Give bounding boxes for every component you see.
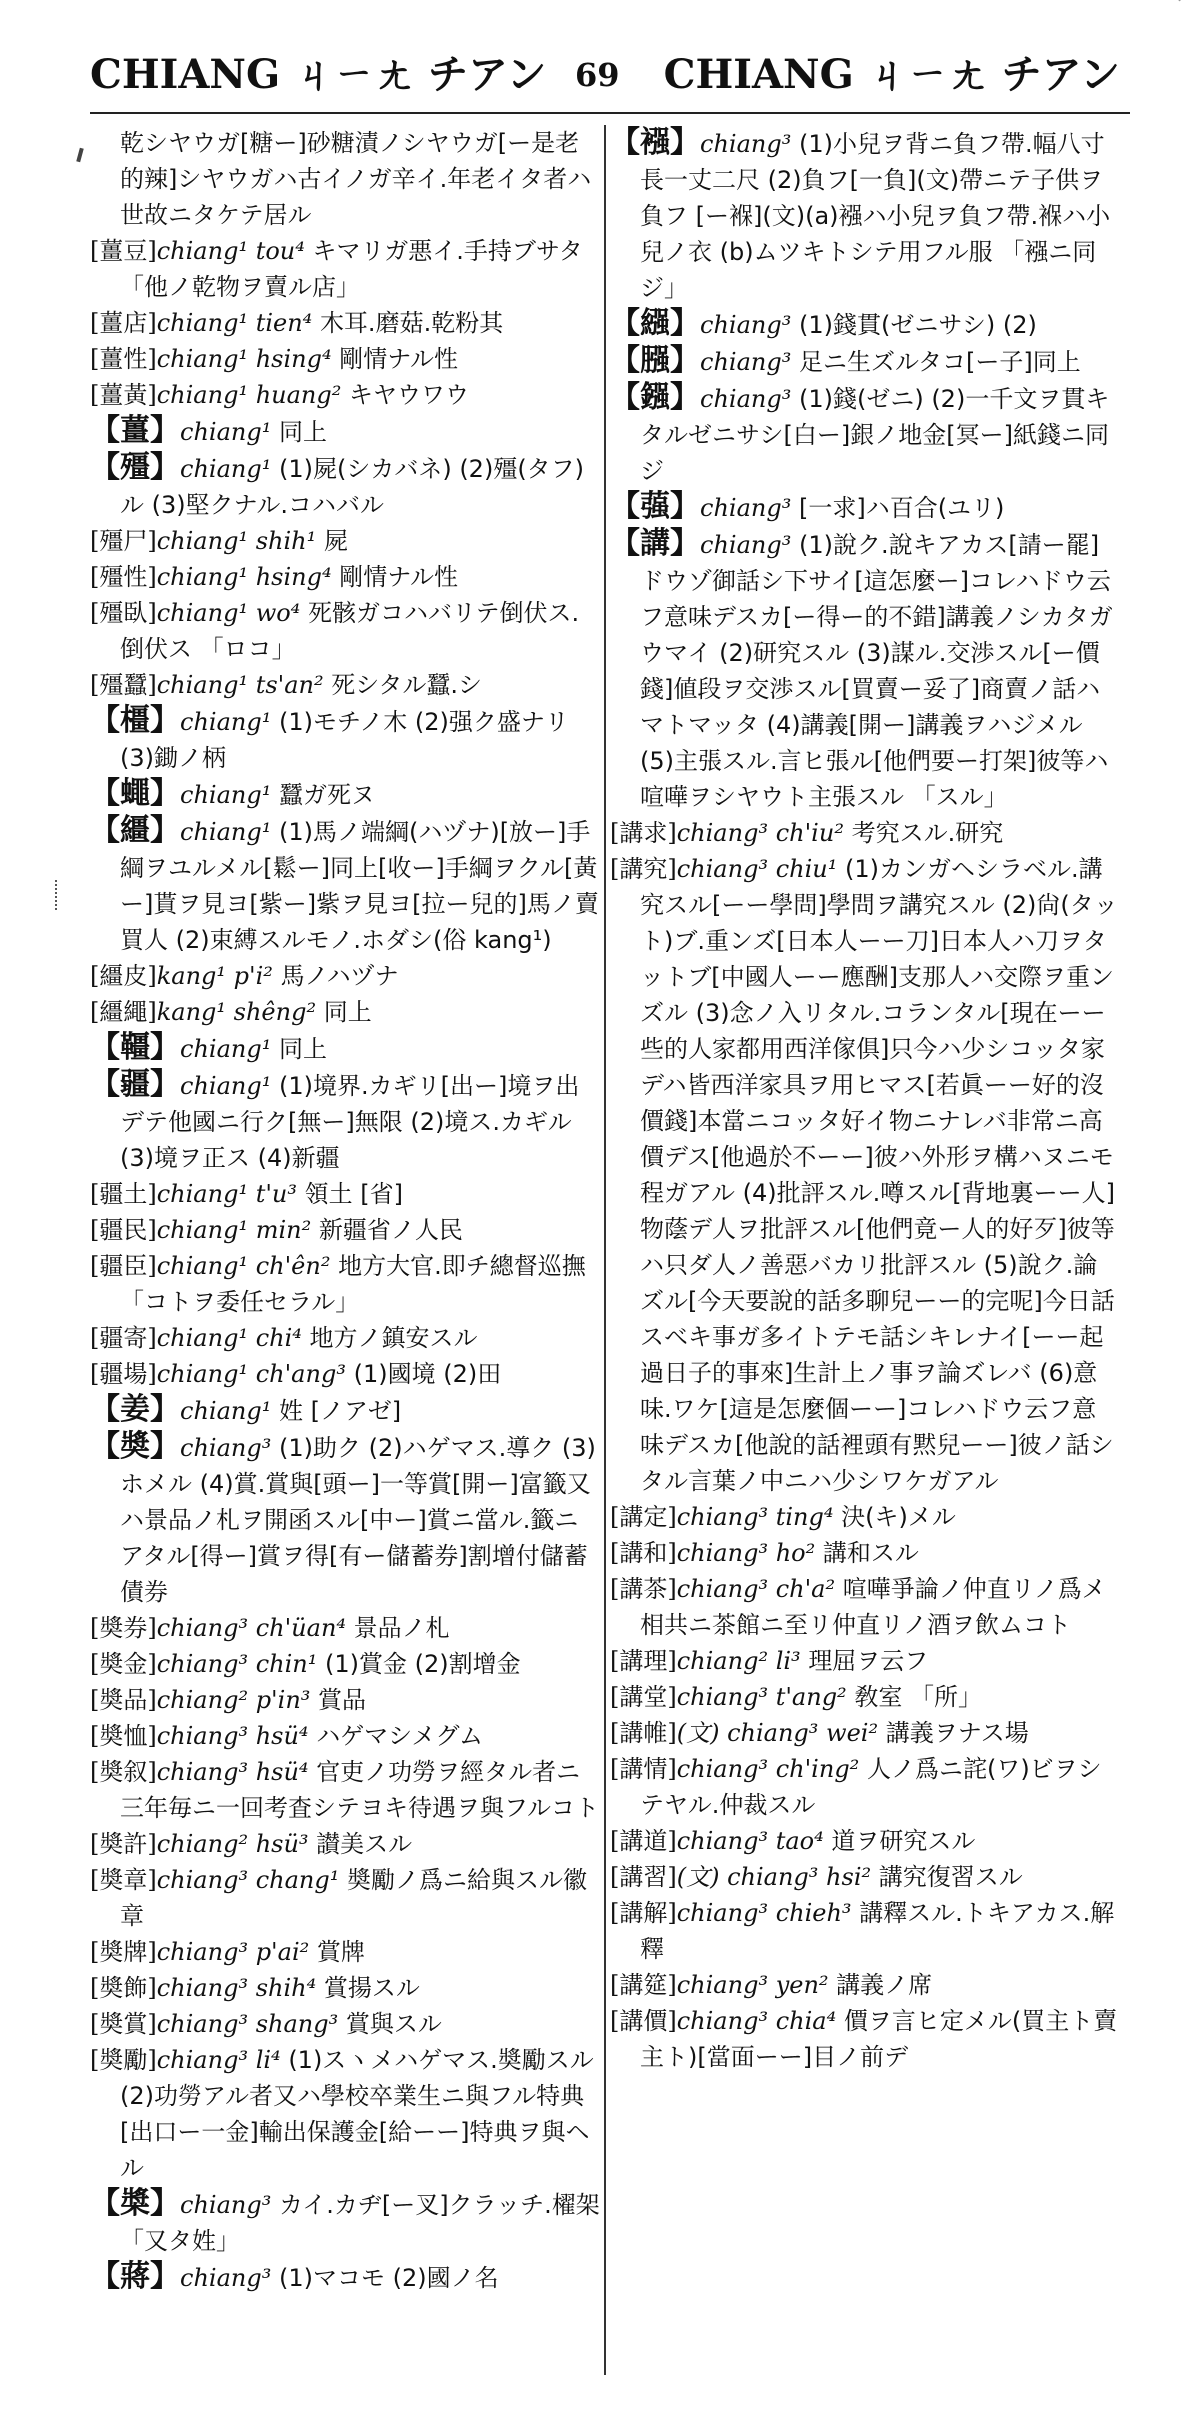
dictionary-entry — [90, 1212, 600, 1248]
entry-definition: 地方ノ鎮安スル — [309, 1324, 478, 1352]
dictionary-entry — [90, 1067, 600, 1176]
entry-romanization: chiang³ chang¹ — [156, 1866, 340, 1894]
entry-headword: [講帷] — [610, 1719, 677, 1747]
dictionary-entry — [610, 1643, 1120, 1679]
dictionary-entry — [90, 341, 600, 377]
entry-definition: 奬勵ノ爲ニ給與スル徽章 — [120, 1866, 587, 1930]
entry-definition: 賞牌 — [316, 1938, 365, 1966]
dictionary-entry — [90, 2186, 600, 2259]
entry-romanization: chiang¹ min² — [156, 1216, 312, 1244]
running-head-right: CHIANG ㄐㄧㄤ チアン — [663, 51, 1120, 98]
entry-headword: 【鏹】 — [610, 380, 700, 415]
entry-definition: 屍 — [323, 527, 348, 555]
dictionary-entry — [90, 125, 600, 233]
entry-definition: 講義ヲナス場 — [885, 1719, 1029, 1747]
entry-definition: 理屈ヲ云フ — [808, 1647, 929, 1675]
page-header — [60, 40, 1130, 110]
entry-definition: (1)國境 (2)田 — [353, 1360, 502, 1388]
entry-romanization: chiang¹ wo⁴ — [156, 599, 301, 627]
entry-definition: 同上 — [278, 1035, 327, 1063]
entry-headword: [薑黃] — [90, 381, 157, 409]
entry-headword: 【韁】 — [90, 1030, 180, 1065]
entry-definition: 剛情ナル性 — [339, 345, 459, 373]
dictionary-entry — [90, 595, 600, 667]
entry-definition: (1)錢(ゼニ) (2)一千文ヲ貫キタルゼニサシ[白ー]銀ノ地金[冥ー]紙錢ニ同ジ — [640, 385, 1110, 485]
entry-romanization: chiang¹ — [180, 1035, 272, 1063]
entry-headword: [奬叙] — [90, 1758, 157, 1786]
header-rule — [90, 112, 1130, 114]
dictionary-entry — [90, 559, 600, 595]
scan-speck — [55, 880, 65, 910]
entry-headword: [奬章] — [90, 1866, 157, 1894]
dictionary-entry — [610, 1895, 1120, 1967]
entry-romanization: chiang¹ chi⁴ — [156, 1324, 302, 1352]
entry-definition: 死シタル蠶.シ — [331, 671, 482, 699]
dictionary-entry — [610, 2003, 1120, 2075]
entry-romanization: chiang¹ ch'ên² — [156, 1252, 331, 1280]
entry-romanization: (文) chiang³ wei² — [676, 1719, 879, 1747]
entry-romanization: kang¹ p'i² — [156, 962, 273, 990]
entry-definition: 講究復習スル — [878, 1863, 1023, 1891]
entry-headword: [薑豆] — [90, 237, 157, 265]
entry-definition: (1)賞金 (2)割增金 — [324, 1650, 521, 1678]
entry-headword: 【襁】 — [610, 125, 700, 160]
entry-headword: [繮皮] — [90, 962, 157, 990]
dictionary-entry — [610, 380, 1120, 489]
dictionary-entry — [610, 1967, 1120, 2003]
dictionary-entry — [610, 489, 1120, 526]
entry-romanization: (文) chiang³ hsi² — [676, 1863, 872, 1891]
dictionary-entry — [90, 523, 600, 559]
entry-definition: 道ヲ研究スル — [831, 1827, 976, 1855]
dictionary-entry — [90, 450, 600, 523]
entry-headword: [疆民] — [90, 1216, 157, 1244]
dictionary-entry — [610, 1859, 1120, 1895]
entry-romanization: chiang¹ hsing⁴ — [156, 345, 332, 373]
dictionary-entry — [90, 958, 600, 994]
dictionary-entry — [90, 1429, 600, 1610]
dictionary-entry — [610, 1715, 1120, 1751]
entry-definition: (1)馬ノ端綱(ハヅナ)[放ー]手綱ヲユルメル[鬆ー]同上[收ー]手綱ヲクル[黃ー]貰ヲ見ヨ[紫ー]紫ヲ見ヨ[拉ー兒的]馬ノ賣買人 (2)束縛スルモノ.ホダシ(俗 kang¹) — [120, 818, 599, 954]
entry-headword: [奬金] — [90, 1650, 157, 1678]
entry-headword: [奬勵] — [90, 2046, 157, 2074]
entry-headword: [疆臣] — [90, 1252, 157, 1280]
entry-definition: 木耳.磨菇.乾粉其 — [319, 309, 504, 337]
entry-headword: [殭性] — [90, 563, 157, 591]
entry-headword: [奬品] — [90, 1686, 157, 1714]
entry-headword: [講理] — [610, 1647, 677, 1675]
dictionary-entry — [90, 667, 600, 703]
entry-headword: 【殭】 — [90, 450, 180, 485]
entry-definition: 價ヲ言ヒ定メル(買主ト賣主ト)[當面ーー]目ノ前デ — [640, 2007, 1118, 2071]
entry-headword: 【蔣】 — [90, 2259, 180, 2294]
entry-headword: 【姜】 — [90, 1392, 180, 1427]
entry-romanization: chiang³ li⁴ — [156, 2046, 281, 2074]
dictionary-entry — [90, 1718, 600, 1754]
entry-definition: (1)マコモ (2)國ノ名 — [278, 2264, 499, 2292]
dictionary-entry — [610, 1499, 1120, 1535]
entry-romanization: chiang¹ — [180, 1072, 272, 1100]
dictionary-entry — [610, 851, 1120, 1499]
entry-headword: [講道] — [610, 1827, 677, 1855]
entry-romanization: chiang¹ — [180, 418, 272, 446]
entry-definition: 賞與スル — [345, 2010, 442, 2038]
entry-romanization: chiang³ ch'ing² — [676, 1755, 860, 1783]
entry-headword: [講求] — [610, 819, 677, 847]
dictionary-entry — [90, 1934, 600, 1970]
dictionary-entry — [90, 1862, 600, 1934]
entry-headword: [講茶] — [610, 1575, 677, 1603]
entry-headword: [講解] — [610, 1899, 677, 1927]
entry-definition: 官吏ノ功勞ヲ經タル者ニ三年毎ニ一回考査シテヨキ待遇ヲ與フルコト — [120, 1758, 600, 1822]
dictionary-entry — [90, 1030, 600, 1067]
entry-definition: 景品ノ札 — [353, 1614, 450, 1642]
entry-definition: ハゲマシメグム — [316, 1722, 483, 1750]
entry-romanization: chiang¹ ts'an² — [156, 671, 324, 699]
dictionary-entry — [610, 343, 1120, 380]
entry-headword: [奬恤] — [90, 1722, 157, 1750]
entry-definition: 死骸ガコハバリテ倒伏ス.倒伏ス 「ロコ」 — [120, 599, 580, 663]
entry-romanization: chiang³ hsü⁴ — [156, 1758, 309, 1786]
entry-romanization: chiang³ — [700, 130, 792, 158]
entry-romanization: chiang¹ — [180, 818, 272, 846]
entry-romanization: chiang³ yen² — [676, 1971, 829, 1999]
entry-headword: 【繮】 — [90, 813, 180, 848]
entry-romanization: chiang³ — [700, 531, 792, 559]
dictionary-entry — [610, 1751, 1120, 1823]
entry-romanization: chiang³ p'ai² — [156, 1938, 310, 1966]
entry-headword: [奬飾] — [90, 1974, 157, 2002]
entry-definition: 講和スル — [822, 1539, 919, 1567]
entry-romanization: chiang³ — [180, 2191, 272, 2219]
entry-headword: [奬牌] — [90, 1938, 157, 1966]
entry-romanization: chiang³ — [700, 385, 792, 413]
entry-romanization: chiang³ chin¹ — [156, 1650, 318, 1678]
entry-romanization: chiang¹ — [180, 781, 272, 809]
entry-romanization: chiang³ tao⁴ — [676, 1827, 824, 1855]
entry-romanization: chiang³ shang³ — [156, 2010, 339, 2038]
entry-definition: 同上 — [278, 418, 327, 446]
entry-headword: [奬券] — [90, 1614, 157, 1642]
dictionary-entry — [90, 1392, 600, 1429]
dictionary-entry — [90, 813, 600, 958]
entry-definition: 地方大官.即チ總督巡撫 「コトヲ委任セラル」 — [120, 1252, 586, 1316]
entry-romanization: chiang¹ — [180, 1397, 272, 1425]
dictionary-entry — [90, 377, 600, 413]
entry-headword: 【橿】 — [90, 703, 180, 738]
dictionary-entry — [90, 2006, 600, 2042]
entry-headword: [繮繩] — [90, 998, 157, 1026]
entry-romanization: kang¹ shêng² — [156, 998, 317, 1026]
dictionary-entry — [610, 1679, 1120, 1715]
entry-headword: [講習] — [610, 1863, 677, 1891]
entry-definition: (1)小兒ヲ背ニ負フ帶.幅八寸長一丈二尺 (2)負フ[一負](文)帶ニテ子供ヲ負フ [ー褓](文)(a)襁ハ小兒ヲ負フ帶.褓ハ小兒ノ衣 (b)ムツキトシテ用フル服 「襁ニ同ジ」 — [640, 130, 1111, 302]
entry-romanization: chiang³ chia⁴ — [676, 2007, 837, 2035]
entry-headword: [講究] — [610, 855, 677, 883]
entry-definition: 姓 [ノアゼ] — [278, 1397, 402, 1425]
entry-romanization: chiang³ — [700, 494, 792, 522]
entry-headword: 【講】 — [610, 526, 700, 561]
dictionary-entry — [90, 776, 600, 813]
entry-definition: 新疆省ノ人民 — [318, 1216, 463, 1244]
dictionary-entry — [610, 1823, 1120, 1859]
entry-romanization: chiang³ ting⁴ — [676, 1503, 834, 1531]
entry-definition: 講義ノ席 — [836, 1971, 933, 1999]
dictionary-entry — [90, 2042, 600, 2186]
entry-romanization: chiang³ ch'a² — [676, 1575, 836, 1603]
entry-headword: [講堂] — [610, 1683, 677, 1711]
entry-definition: 敎室 「所」 — [854, 1683, 982, 1711]
entry-romanization: chiang¹ tou⁴ — [156, 237, 305, 265]
entry-romanization: chiang³ ho² — [676, 1539, 816, 1567]
dictionary-entry — [90, 2259, 600, 2296]
entry-headword: 【膙】 — [610, 343, 700, 378]
entry-romanization: chiang¹ tien⁴ — [156, 309, 313, 337]
entry-headword: [薑店] — [90, 309, 157, 337]
entry-headword: 【奬】 — [90, 1429, 180, 1464]
dictionary-entry — [90, 1356, 600, 1392]
entry-headword: 【槳】 — [90, 2186, 180, 2221]
dictionary-entry — [610, 306, 1120, 343]
entry-romanization: chiang³ — [180, 1434, 272, 1462]
entry-headword: [疆場] — [90, 1360, 157, 1388]
entry-romanization: chiang³ ch'üan⁴ — [156, 1614, 347, 1642]
entry-headword: [疆寄] — [90, 1324, 157, 1352]
dictionary-entry — [90, 1826, 600, 1862]
entry-romanization: chiang¹ — [180, 708, 272, 736]
dictionary-entry — [610, 815, 1120, 851]
entry-romanization: chiang¹ shih¹ — [156, 527, 317, 555]
entry-definition: 領土 [省] — [304, 1180, 404, 1208]
entry-romanization: chiang¹ — [180, 455, 272, 483]
entry-definition: 足ニ生ズルタコ[ー子]同上 — [798, 348, 1081, 376]
entry-definition: 講釋スル.トキアカス.解釋 — [640, 1899, 1115, 1963]
dictionary-entry — [610, 1571, 1120, 1643]
entry-romanization: chiang³ — [700, 311, 792, 339]
scan-speck — [76, 148, 83, 163]
entry-definition: 喧嘩爭論ノ仲直リノ爲メ相共ニ茶館ニ至リ仲直リノ酒ヲ飲ムコト — [640, 1575, 1106, 1639]
dictionary-entry — [610, 1535, 1120, 1571]
dictionary-entry — [90, 233, 600, 305]
entry-definition: 賞揚スル — [323, 1974, 420, 2002]
entry-headword: [講情] — [610, 1755, 677, 1783]
right-column — [610, 125, 1120, 2375]
entry-romanization: chiang³ — [180, 2264, 272, 2292]
entry-romanization: chiang³ ch'iu² — [676, 819, 844, 847]
dictionary-entry — [90, 994, 600, 1030]
entry-headword: [奬許] — [90, 1830, 157, 1858]
entry-romanization: chiang² li³ — [676, 1647, 801, 1675]
entry-definition: [一求]ハ百合(ユリ) — [798, 494, 1005, 522]
entry-definition: (1)境界.カギリ[出ー]境ヲ出デテ他國ニ行ク[無ー]無限 (2)境ス.カギル (3)境ヲ正ス (4)新疆 — [120, 1072, 580, 1172]
dictionary-entry — [610, 526, 1120, 815]
entry-definition: (1)助ク (2)ハゲマス.導ク (3)ホメル (4)賞.賞與[頭ー]一等賞[開ー]富籤又ハ景品ノ札ヲ開函スル[中ー]賞ニ當ル.籤ニアタル[得ー]賞ヲ得[有ー儲蓄券]割增付儲蓄債券 — [120, 1434, 596, 1606]
entry-romanization: chiang³ chieh³ — [676, 1899, 852, 1927]
entry-romanization: chiang³ t'ang² — [676, 1683, 847, 1711]
running-head-left: CHIANG ㄐㄧㄤ チアン — [90, 51, 547, 98]
dictionary-entry — [90, 305, 600, 341]
entry-definition: 考究スル.研究 — [851, 819, 1004, 847]
dictionary-entry — [90, 1682, 600, 1718]
entry-headword: [殭臥] — [90, 599, 157, 627]
dictionary-entry — [90, 703, 600, 776]
column-divider — [604, 125, 606, 2375]
dictionary-entry — [90, 1320, 600, 1356]
entry-headword: 【繦】 — [610, 306, 700, 341]
entry-definition: 乾シヤウガ[糖ー]砂糖漬ノシヤウガ[ー是老的辣]シヤウガハ古イノガ辛イ.年老イタ者ハ世故ニタケテ居ル — [120, 129, 592, 229]
entry-headword: 【薑】 — [90, 413, 180, 448]
entry-definition: カイ.カヂ[ー叉]クラッチ.櫂架 「又タ姓」 — [120, 2191, 600, 2255]
dictionary-entry — [90, 413, 600, 450]
entry-definition: (1)カンガヘシラベル.講究スル[ーー學問]學問ヲ講究スル (2)尙(タット)ブ.重ンズ[日本人ーー刀]日本人ハ刀ヲタットブ[中國人ーー應酬]支那人ハ交際ヲ重ンズル (3)念ノ入リタル.コランタル[現在ーー些的人家都用西洋傢俱]只今ハ少シコッタ家デハ皆西洋家具ヲ用ヒマス[若眞ーー好的沒價錢]本當ニコッタ好イ物ニナレバ非常ニ高價デス[他過於不ーー]彼ハ外形ヲ構ハヌニモ程ガアル (4)批評スル.噂スル[背地裏ーー人]物蔭デ人ヲ批評スル[他們竟ー人的好歹]彼等ハ只ダ人ノ善惡バカリ批評スル (5)說ク.論ズル[今天要說的話多聊兒ーー的完呢]今日話スベキ事ガ多イトテモ話シキレナイ[ーー起過日子的事來]生計上ノ事ヲ論ズレバ (6)意味.ワケ[這是怎麼個ーー]コレハドウ云フ意味デスカ[他說的話裡頭有黙兒ーー]彼ノ話シタル言葉ノ中ニハ少シワケガアル — [640, 855, 1118, 1495]
page-number: 69 — [575, 56, 620, 94]
left-column — [90, 125, 600, 2375]
entry-romanization: chiang¹ ch'ang³ — [156, 1360, 346, 1388]
dictionary-entry — [90, 1754, 600, 1826]
entry-definition: 蠶ガ死ヌ — [278, 781, 375, 809]
entry-definition: 決(キ)メル — [841, 1503, 956, 1531]
dictionary-entry — [610, 125, 1120, 306]
entry-definition: キヤウワウ — [349, 381, 469, 409]
entry-definition: 讃美スル — [316, 1830, 413, 1858]
entry-headword: 【蔃】 — [610, 489, 700, 524]
dictionary-entry — [90, 1646, 600, 1682]
entry-definition: 賞品 — [318, 1686, 367, 1714]
entry-headword: [講筵] — [610, 1971, 677, 1999]
entry-definition: 同上 — [323, 998, 372, 1026]
entry-definition: (1)スヽメハゲマス.奬勵スル (2)功勞アル者又ハ學校卒業生ニ與フル特典[出口ー一金]輸出保護金[給ーー]特典ヲ與ヘル — [120, 2046, 594, 2182]
entry-headword: [薑性] — [90, 345, 157, 373]
entry-romanization: chiang² p'in³ — [156, 1686, 311, 1714]
dictionary-entry — [90, 1248, 600, 1320]
entry-romanization: chiang³ — [700, 348, 792, 376]
entry-romanization: chiang³ hsü⁴ — [156, 1722, 309, 1750]
entry-definition: 馬ノハヅナ — [280, 962, 399, 990]
entry-romanization: chiang² hsü³ — [156, 1830, 309, 1858]
entry-headword: 【疆】 — [90, 1067, 180, 1102]
dictionary-entry — [90, 1610, 600, 1646]
entry-headword: [殭尸] — [90, 527, 157, 555]
entry-definition: (1)錢貫(ゼニサシ) (2) — [798, 311, 1037, 339]
entry-definition: (1)モチノ木 (2)强ク盛ナリ (3)鋤ノ柄 — [120, 708, 569, 772]
entry-headword: [疆土] — [90, 1180, 157, 1208]
entry-romanization: chiang¹ t'u³ — [156, 1180, 298, 1208]
entry-romanization: chiang¹ hsing⁴ — [156, 563, 332, 591]
dictionary-entry — [90, 1970, 600, 2006]
entry-definition: (1)說ク.說キアカス[請ー罷]ドウゾ御話シ下サイ[這怎麼ー]コレハドウ云フ意味デスカ[ー得ー的不錯]講義ノシカタガウマイ (2)研究スル (3)謀ル.交渉スル[ー價錢]値段ヲ交渉スル[買賣ー妥了]商賣ノ話ハマトマッタ (4)講義[開ー]講義ヲハジメル (5)主張スル.言ヒ張ル[他們要ー打架]彼等ハ喧嘩ヲシヤウト主張スル 「スル」 — [640, 531, 1113, 811]
entry-headword: [講定] — [610, 1503, 677, 1531]
scan-corner-line — [1148, 0, 1181, 1]
entry-definition: (1)屍(シカバネ) (2)殭(タフ)ル (3)堅クナル.コハバル — [120, 455, 585, 519]
entry-definition: キマリガ悪イ.手持ブサタ 「他ノ乾物ヲ賣ル店」 — [120, 237, 583, 301]
entry-headword: 【蠅】 — [90, 776, 180, 811]
entry-definition: 剛情ナル性 — [339, 563, 459, 591]
entry-headword: [講和] — [610, 1539, 677, 1567]
entry-romanization: chiang³ chiu¹ — [676, 855, 838, 883]
entry-headword: [奬賞] — [90, 2010, 157, 2038]
entry-headword: [殭蠶] — [90, 671, 157, 699]
entry-headword: [講價] — [610, 2007, 677, 2035]
entry-romanization: chiang³ shih⁴ — [156, 1974, 317, 2002]
entry-romanization: chiang¹ huang² — [156, 381, 342, 409]
entry-definition: 人ノ爲ニ詫(ワ)ビヲシテヤル.仲裁スル — [640, 1755, 1102, 1819]
dictionary-entry — [90, 1176, 600, 1212]
